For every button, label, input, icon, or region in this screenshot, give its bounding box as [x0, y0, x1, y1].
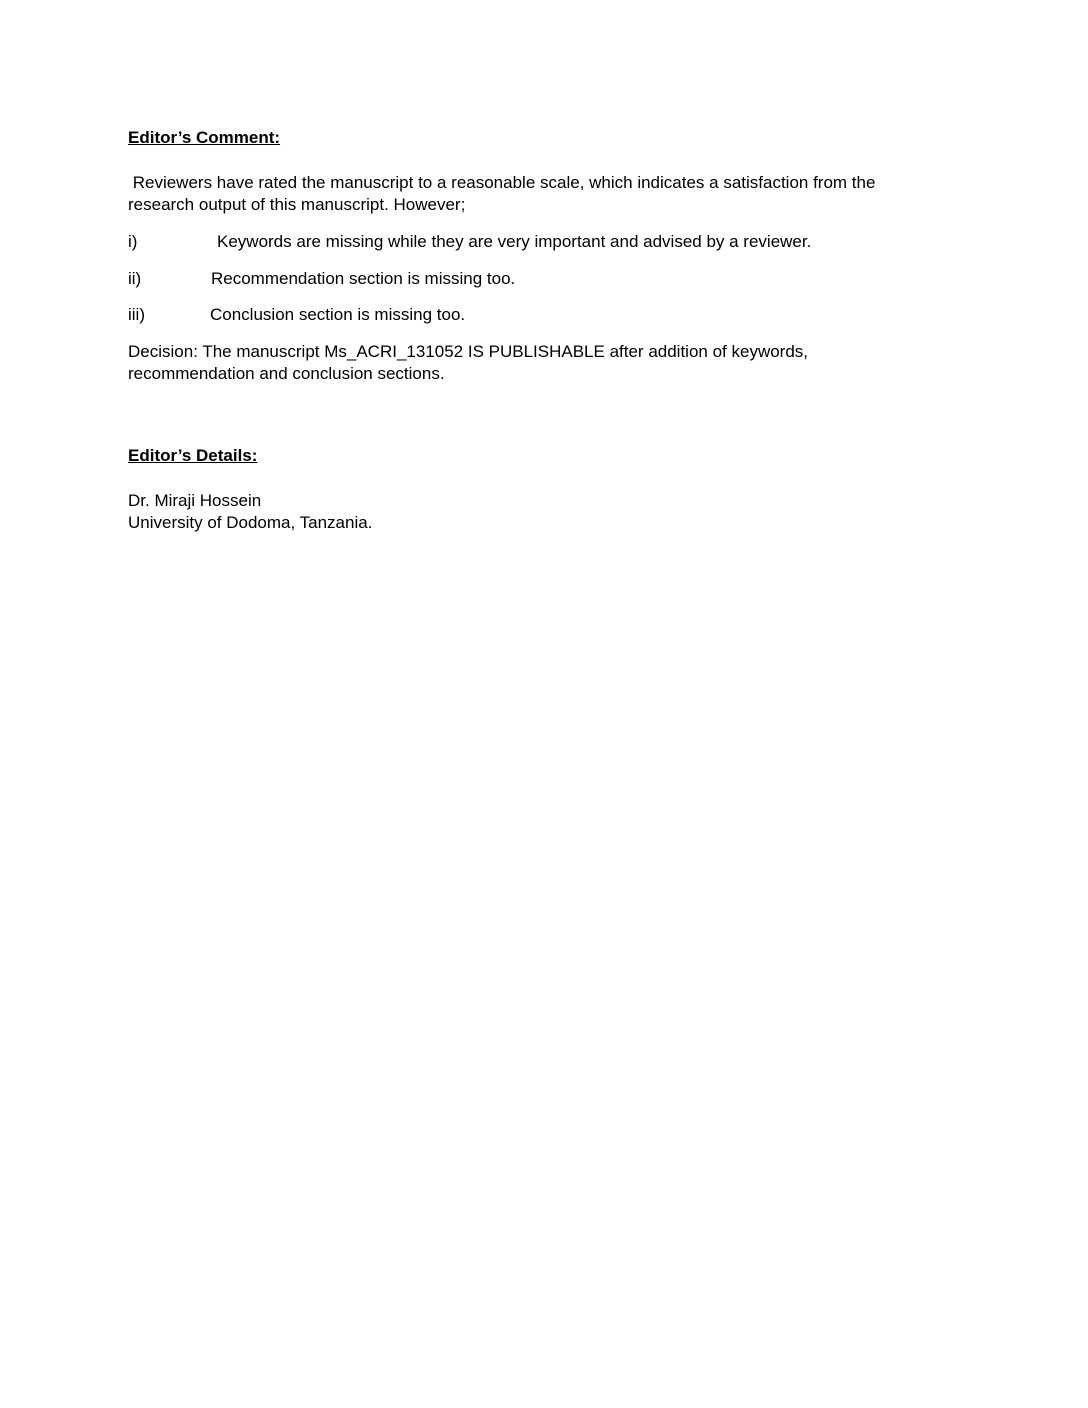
- editors-details-heading: Editor’s Details:: [128, 446, 258, 465]
- editor-details-block: [128, 490, 928, 534]
- intro-line-1: Reviewers have rated the manuscript to a reasonable scale, which indicates a satisfaction from the: [128, 173, 876, 192]
- editors-comment-heading: Editor’s Comment:: [128, 128, 281, 147]
- list-item-text: Conclusion section is missing too.: [210, 305, 466, 324]
- intro-line-2: research output of this manuscript. However;: [128, 195, 466, 214]
- decision-line-2: recommendation and conclusion sections.: [128, 364, 445, 383]
- decision-line-1: Decision: The manuscript Ms_ACRI_131052 IS PUBLISHABLE after addition of keywords,: [128, 342, 809, 361]
- list-item-text: Recommendation section is missing too.: [211, 269, 516, 288]
- decision-paragraph: [128, 341, 928, 385]
- intro-paragraph: [128, 172, 928, 216]
- editor-name: Dr. Miraji Hossein: [128, 491, 262, 510]
- list-item-number: iii): [128, 305, 145, 324]
- editor-affiliation: University of Dodoma, Tanzania.: [128, 513, 373, 532]
- list-item-text: Keywords are missing while they are very important and advised by a reviewer.: [217, 232, 812, 251]
- list-item-number: i): [128, 232, 138, 251]
- list-item-number: ii): [128, 269, 142, 288]
